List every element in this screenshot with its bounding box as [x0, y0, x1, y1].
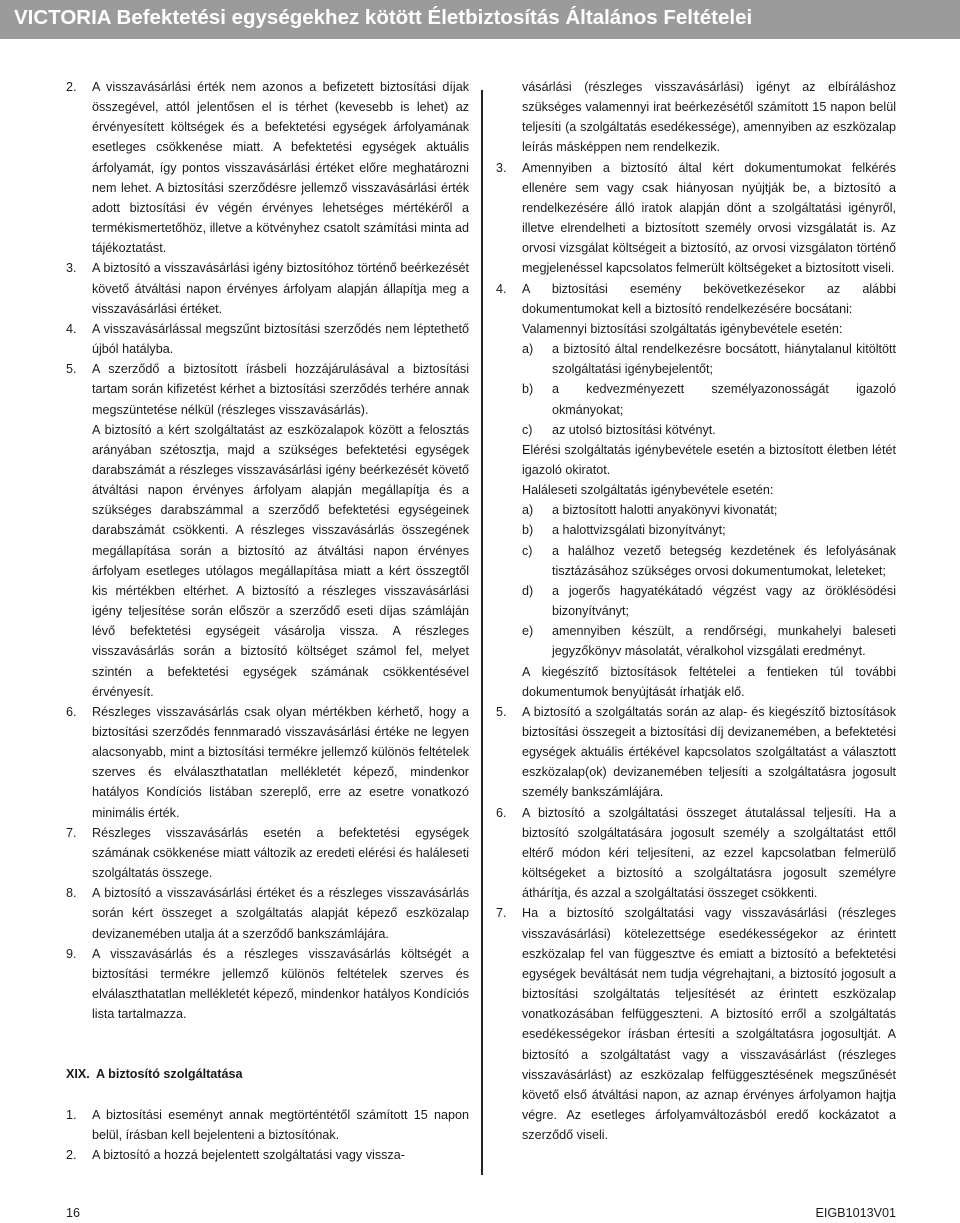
- list-text: a biztosított halotti anyakönyvi kivonatát;: [552, 503, 778, 518]
- clause-text: A visszavásárlási érték nem azonos a befizetett biztosítási díjak összegével, attól jelentősen el is térhet (kevesebb is lehet) az érvényesített költségek és a befektetési egységek árfolyamának esetleges csökkenése miatt. A befektetési egységek aktuális árfolyamát, így pontos visszavásárlási értéket előre meghatározni nem lehet. A biztosítási szerződésre jellemző visszavásárlási érték adott biztosítási év végén érvényes lehetséges mértékéről a termékismertetőhöz, illetve a kötvényhez csatolt számítási minta ad tájékoztatást.: [92, 80, 469, 256]
- clause-number: 7.: [66, 825, 77, 840]
- clause-text: A biztosító a szolgáltatási összeget átutalással teljesíti. Ha a biztosító szolgáltatására jogosult személy a szolgáltatást ettől eltérő módon kéri teljesíteni, az ezzel kapcsolatban felmerülő költségeket a biztosító a szolgáltatásra jogosult személyre áthárítja, és azzal a szolgáltatási összeget csökkenti.: [522, 805, 896, 901]
- spacer: [66, 1085, 469, 1105]
- clause-5-continuation: A biztosító a kért szolgáltatást az eszközalapok között a felosztás arányában szétosztja, majd a szükséges befektetési egységek darabszámát a részleges visszavásárlási igény beérkezését követő átváltási napon érvényes árfolyam alapján megállapítja és a szükséges darabszámmal a szerződő befektetési egységeinek darabszámát csökkenti. A részleges visszavásárlás összegének megállapítása során a biztosító az átváltási napon érvényes árfolyam esetleges utólagos megállapítása miatt a kért összegtől kis mértékben eltérhet. A biztosító a részleges visszavásárlási igény teljesítése során először a szerződő eseti díjas számláján lévő befektetési egységeit vásárolja vissza. A részleges visszavásárlás során a biztosító költséget számol fel, melyet szintén a befektetési egységek számának csökkentésével érvényesít.: [92, 422, 469, 699]
- list-text: a halálhoz vezető betegség kezdetének és lefolyásának tisztázásához szükséges orvosi dokumentumokat, leleteket;: [552, 543, 896, 578]
- clause-number: 1.: [66, 1107, 77, 1122]
- clause-number: 8.: [66, 886, 77, 901]
- service-clause-2: [66, 1145, 469, 1165]
- left-column: [66, 77, 469, 1165]
- document-title: VICTORIA Befektetési egységekhez kötött Életbiztosítás Általános Feltételei: [14, 6, 753, 29]
- clause-number: 7.: [496, 906, 507, 921]
- page-number: 16: [66, 1206, 81, 1220]
- all-services-intro: Valamennyi biztosítási szolgáltatás igénybevétele esetén:: [522, 321, 843, 336]
- document-list-item: [496, 500, 896, 520]
- clause-text: Részleges visszavásárlás esetén a befektetési egységek számának csökkenése miatt változik az eredeti elérési és haláleseti szolgáltatás összege.: [92, 825, 469, 881]
- section-heading: [66, 1064, 469, 1084]
- right-column: [496, 77, 896, 1145]
- document-list-item: [496, 520, 896, 540]
- document-list-item: [496, 420, 896, 440]
- list-text: a halottvizsgálati bizonyítványt;: [552, 523, 726, 538]
- clause-text: A biztosítási esemény bekövetkezésekor az alábbi dokumentumokat kell a biztosító rendelkezésére bocsátani:: [522, 281, 896, 316]
- clause-number: 4.: [496, 281, 507, 296]
- document-list-item: [496, 581, 896, 621]
- clause-text: Részleges visszavásárlás csak olyan mértékben kérhető, hogy a biztosítási szerződés fennmaradó visszavásárlási értéke ne legyen alacsonyabb, mint a biztosítási termékre jellemző különös feltételek szerves és elválaszthatatlan mellékletét képező, mindenkor hatályos Kondíciós listában szereplő, erre az esetre vonatkozó minimális érték.: [92, 704, 469, 820]
- clause-text: Amennyiben a biztosító által kért dokumentumokat felkérés ellenére sem vagy csak hiányosan nyújtják be, a biztosító a rendelkezésére álló iratok alapján dönt a szolgáltatási igényről, illetve elrendelheti a biztosított személy orvosi vizsgálatát is. Az orvosi vizsgálat költségeit a biztosító, az orvosi vizsgálaton történő megjelenéssel kapcsolatos felmerült költségeket a biztosított viseli.: [522, 160, 896, 276]
- service-clause-2-continuation: vásárlási (részleges visszavásárlási) igényt az elbíráláshoz szükséges valamennyi irat beérkezésétől számított 15 napon belül teljesíti (a szolgáltatás esedékessége), amennyiben az eszközalap leírás másképpen nem rendelkezik.: [522, 80, 896, 155]
- clause-6: [66, 702, 469, 823]
- clause-9: [66, 944, 469, 1025]
- list-text: a kedvezményezett személyazonosságát igazoló okmányokat;: [552, 382, 896, 417]
- list-text: a jogerős hagyatékátadó végzést vagy az öröklésödési bizonyítványt;: [552, 583, 896, 619]
- clause-text: A visszavásárlással megszűnt biztosítási szerződés nem léptethető újból hatályba.: [92, 321, 469, 357]
- clause-2: [66, 77, 469, 258]
- clause-8: [66, 883, 469, 943]
- spacer: [66, 1024, 469, 1064]
- document-code: EIGB1013V01: [815, 1206, 896, 1220]
- clause-number: 5.: [496, 704, 507, 719]
- list-text: a biztosító által rendelkezésre bocsátott, hiánytalanul kitöltött szolgáltatási igénybejelentőt;: [552, 342, 896, 377]
- service-clause-3: [496, 158, 896, 279]
- clause-text: A biztosító a visszavásárlási igény biztosítóhoz történő beérkezését követő átváltási napon érvényes árfolyam alapján állapítja meg a visszavásárlási értéket.: [92, 261, 469, 316]
- clause-number: 2.: [66, 80, 77, 94]
- survival-service-text: Elérési szolgáltatás igénybevétele esetén a biztosított életben létét igazoló okiratot.: [522, 442, 896, 477]
- document-list-item: [496, 339, 896, 379]
- list-letter: a): [522, 503, 534, 518]
- section-title: A biztosító szolgáltatása: [96, 1067, 243, 1082]
- document-list-item: [496, 541, 896, 581]
- clause-text: A biztosító a visszavásárlási értéket és a részleges visszavásárlás során kért összeget a szolgáltatás alapját képező eszközalap devizanemében utalja át a szerződő bankszámlájára.: [92, 886, 469, 941]
- clause-3: [66, 258, 469, 318]
- section-number: XIX.: [66, 1067, 90, 1082]
- document-list-item: [496, 379, 896, 419]
- list-letter: a): [522, 342, 534, 357]
- list-letter: e): [522, 624, 534, 639]
- list-letter: b): [522, 382, 534, 397]
- list-letter: c): [522, 543, 533, 558]
- service-clause-6: [496, 803, 896, 904]
- clause-text: A visszavásárlás és a részleges visszavásárlás költségét a biztosítási termékre jellemző különös feltételek szerves és elválaszthatatlan mellékletét képező, mindenkor hatályos Kondíciós lista tartalmazza.: [92, 946, 469, 1022]
- supplementary-insurance-note: A kiegészítő biztosítások feltételei a fentieken túl további dokumentumok benyújtását írhatják elő.: [522, 664, 896, 699]
- document-list-item: [496, 621, 896, 661]
- service-clause-1: [66, 1105, 469, 1145]
- clause-number: 4.: [66, 321, 77, 336]
- clause-number: 6.: [66, 704, 77, 719]
- clause-5: [66, 359, 469, 419]
- list-letter: c): [522, 422, 533, 437]
- clause-text: A biztosító a szolgáltatás során az alap- és kiegészítő biztosítások biztosítási összegeit a biztosítási díj devizanemében, a befektetési egységek aktuális értékével kapcsolatos szolgáltatást a választott eszközalap(ok) devizanemében teljesíti a szolgáltatásra jogosult személy bankszámlájára.: [522, 704, 896, 800]
- header-band: [0, 0, 960, 39]
- clause-text: Ha a biztosító szolgáltatási vagy visszavásárlási (részleges visszavásárlási) kötelezettsége esedékességekor az érintett eszközalap fel van függesztve és emiatt a biztosító a befektetési egységek beváltását nem tudja végrehajtani, a biztosító jogosult a biztosítási szolgáltatás teljesítését az érintett eszközalap vonatkozásában felfüggeszteni. A biztosító erről a szolgáltatás esedékességekor írásban értesíti a szolgáltatásra jogosultját. A biztosító a szolgáltatást vagy a visszavásárlást (részleges visszavásárlást) az eszközalap felfüggesztésének megszűnését követő első átváltási napon, az aznap érvényes árfolyamon hajtja végre. Az esetleges árfolyamváltozásból eredő kockázatot a szerződő viseli.: [522, 906, 896, 1143]
- clause-text: A biztosítási eseményt annak megtörténtétől számított 15 napon belül, írásban kell bejelenteni a biztosítónak.: [92, 1107, 469, 1142]
- list-letter: d): [522, 583, 534, 598]
- clause-4: [66, 319, 469, 359]
- clause-number: 2.: [66, 1147, 77, 1162]
- list-text: az utolsó biztosítási kötvényt.: [552, 422, 716, 437]
- clause-number: 3.: [66, 261, 77, 276]
- list-letter: b): [522, 523, 534, 538]
- clause-text: A biztosító a hozzá bejelentett szolgáltatási vagy vissza-: [92, 1147, 405, 1162]
- clause-number: 3.: [496, 160, 507, 175]
- column-divider: [481, 90, 483, 1175]
- service-clause-7: [496, 903, 896, 1145]
- death-service-intro: Haláleseti szolgáltatás igénybevétele esetén:: [522, 483, 774, 498]
- clause-7: [66, 823, 469, 883]
- service-clause-4: [496, 279, 896, 319]
- clause-number: 5.: [66, 362, 77, 377]
- clause-number: 6.: [496, 805, 507, 820]
- clause-text: A szerződő a biztosított írásbeli hozzájárulásával a biztosítási tartam során kifizetést kérhet a biztosítási szerződés terhére annak megszüntetése nélkül (részleges visszavásárlás).: [92, 362, 469, 417]
- list-text: amennyiben készült, a rendőrségi, munkahelyi baleseti jegyzőkönyv másolatát, véralkohol vizsgálati eredményt.: [552, 624, 896, 659]
- service-clause-5: [496, 702, 896, 803]
- clause-number: 9.: [66, 946, 77, 961]
